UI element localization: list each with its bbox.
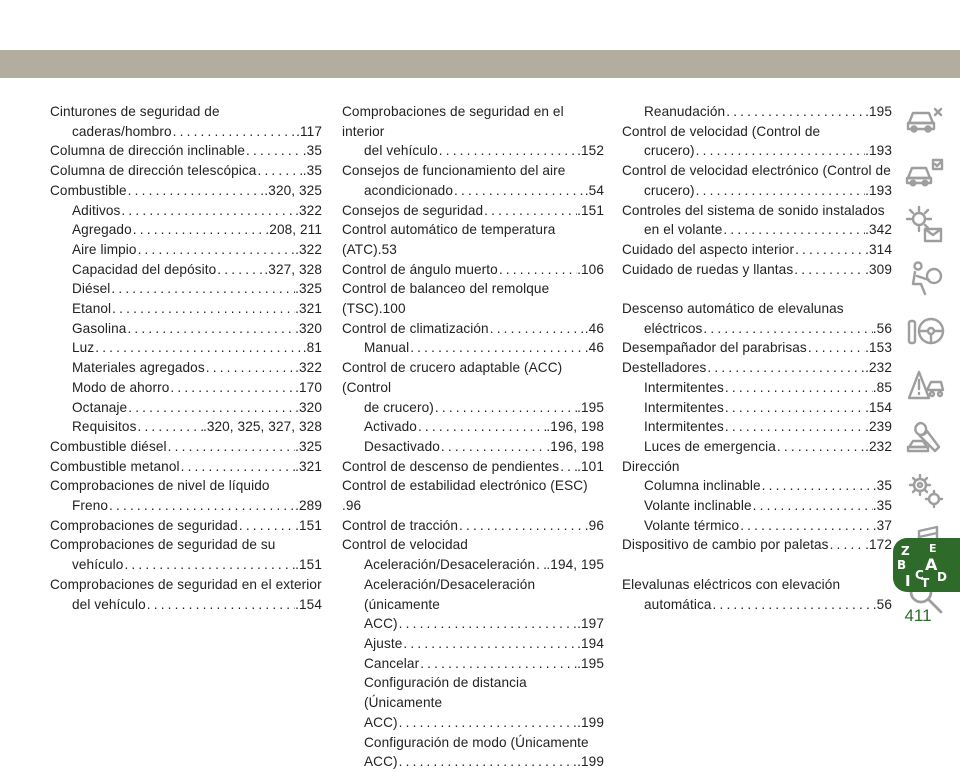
dot-leader	[137, 240, 296, 260]
entry-page-reference[interactable]: .327, 328	[264, 261, 322, 277]
dot-leader	[559, 457, 577, 477]
dot-leader	[132, 220, 266, 240]
dot-leader	[172, 122, 297, 142]
entry-page-reference[interactable]: .322	[295, 241, 322, 257]
entry-label: Combustible	[50, 182, 127, 198]
dot-leader	[169, 378, 295, 398]
dot-leader	[238, 516, 295, 536]
entry-label: Gasolina	[72, 320, 127, 336]
index-entry	[342, 555, 604, 575]
entry-label: caderas/hombro	[72, 123, 172, 139]
entry-page-reference[interactable]: .321	[295, 458, 322, 474]
dot-leader	[111, 299, 295, 319]
entry-page-reference[interactable]: .151	[295, 517, 322, 533]
dot-leader	[724, 378, 873, 398]
index-entry	[622, 358, 892, 378]
dot-leader	[725, 102, 865, 122]
entry-label: Comprobaciones de seguridad en el interior	[342, 104, 564, 139]
entry-page-reference[interactable]: .309	[865, 261, 892, 277]
dot-leader	[776, 437, 865, 457]
entry-label: Requisitos	[72, 419, 137, 435]
entry-label: Cancelar	[364, 655, 420, 671]
entry-label: Combustible metanol	[50, 458, 180, 474]
dot-leader	[807, 338, 865, 358]
entry-page-reference[interactable]: .325	[295, 438, 322, 454]
index-entry	[342, 476, 604, 515]
header-band	[0, 50, 960, 78]
dot-leader	[417, 417, 546, 437]
entry-page-reference[interactable]: .232	[865, 360, 892, 376]
index-entry	[50, 279, 322, 299]
index-entry	[342, 102, 604, 141]
entry-label: Modo de ahorro	[72, 379, 170, 395]
entry-page-reference[interactable]: .81	[302, 340, 322, 356]
index-entry	[50, 378, 322, 398]
index-entry	[342, 752, 604, 772]
entry-label: Aceleración/Desaceleración	[364, 557, 536, 573]
index-entry	[622, 595, 892, 615]
index-entry	[622, 535, 892, 555]
dot-leader	[535, 555, 546, 575]
dot-leader	[402, 634, 577, 654]
entry-page-reference[interactable]: .322	[295, 360, 322, 376]
index-entry	[50, 260, 322, 280]
dot-leader	[245, 141, 303, 161]
index-entry	[342, 279, 604, 318]
entry-label: Comprobaciones de seguridad de su	[50, 537, 276, 553]
index-entry	[50, 201, 322, 221]
entry-label: Materiales agregados	[72, 360, 205, 376]
index-entry	[622, 122, 892, 142]
entry-page-reference[interactable]: .96	[584, 517, 604, 533]
dot-leader	[127, 181, 265, 201]
index-entry	[50, 102, 322, 122]
index-entry	[50, 358, 322, 378]
dot-leader	[419, 654, 577, 674]
index-entry	[50, 437, 322, 457]
entry-label: Comprobaciones de seguridad en el exterior	[50, 576, 322, 592]
index-entry	[342, 141, 604, 161]
entry-label: Aditivos	[72, 202, 121, 218]
entry-label: ACC)	[364, 754, 398, 770]
index-letter: Z	[901, 544, 910, 558]
entry-label: eléctricos	[644, 320, 703, 336]
dot-leader	[256, 161, 302, 181]
index-entry	[50, 122, 322, 142]
entry-label: Configuración de modo (Únicamente	[364, 734, 589, 750]
index-column-2	[342, 102, 604, 772]
entry-page-reference[interactable]: .35	[872, 498, 892, 514]
entry-page-reference[interactable]: .197	[577, 616, 604, 632]
index-entry	[622, 220, 892, 240]
index-entry	[622, 437, 892, 457]
dot-leader	[110, 279, 295, 299]
dot-leader	[706, 358, 865, 378]
entry-label: Ajuste	[364, 635, 403, 651]
dot-leader	[453, 181, 585, 201]
dot-leader	[761, 476, 873, 496]
entry-page-reference[interactable]: .321	[295, 301, 322, 317]
entry-label: Intermitentes	[644, 419, 724, 435]
entry-label: Manual	[364, 340, 410, 356]
entry-page-reference[interactable]: .101	[577, 458, 604, 474]
index-entry	[50, 595, 322, 615]
dot-leader	[216, 260, 264, 280]
entry-page-reference[interactable]: .117	[296, 123, 322, 139]
dot-leader	[489, 319, 585, 339]
entry-page-reference[interactable]: .85	[872, 379, 892, 395]
dot-leader	[123, 555, 295, 575]
index-entry	[622, 260, 892, 280]
entry-page-reference[interactable]: .46	[584, 320, 604, 336]
entry-page-reference[interactable]: .320, 325, 327, 328	[202, 419, 322, 435]
car-safety-icon[interactable]	[899, 146, 951, 198]
entry-label: Destelladores	[622, 360, 707, 376]
index-letter: A	[925, 555, 938, 574]
index-entry	[622, 161, 892, 181]
entry-label: Dispositivo de cambio por paletas	[622, 537, 829, 553]
index-entry	[342, 575, 604, 614]
entry-label: Columna de dirección inclinable	[50, 143, 246, 159]
entry-page-reference[interactable]: .35	[302, 143, 322, 159]
index-letter: T	[921, 576, 930, 590]
index-entry	[622, 378, 892, 398]
index-entry	[50, 338, 322, 358]
entry-page-reference[interactable]: .35	[302, 163, 322, 179]
entry-page-reference[interactable]: .199	[577, 714, 604, 730]
dot-leader	[752, 496, 873, 516]
roadside-warning-icon[interactable]	[899, 358, 951, 410]
entry-page-reference[interactable]: .54	[584, 182, 604, 198]
dot-leader	[712, 595, 873, 615]
dot-leader	[722, 220, 865, 240]
dot-leader	[398, 752, 578, 772]
index-entry	[50, 181, 322, 201]
entry-label: ACC)	[364, 714, 398, 730]
entry-label: Freno	[72, 498, 109, 514]
entry-label: acondicionado	[364, 182, 453, 198]
entry-label: Diésel	[72, 281, 111, 297]
entry-page-reference[interactable]: .37	[872, 517, 892, 533]
entry-label: Cuidado del aspecto interior	[622, 241, 795, 257]
entry-page-reference[interactable]: .153	[865, 340, 892, 356]
index-entry	[622, 319, 892, 339]
dot-leader	[127, 398, 295, 418]
entry-page-reference[interactable]: .172	[865, 537, 892, 553]
index-entry	[342, 319, 604, 339]
entry-label: Etanol	[72, 301, 112, 317]
dot-leader	[458, 516, 585, 536]
index-entry	[342, 220, 604, 259]
dot-leader	[438, 141, 577, 161]
entry-page-reference[interactable]: .193	[865, 143, 892, 159]
entry-label: Luz	[72, 340, 95, 356]
dot-leader	[398, 614, 578, 634]
entry-page-reference[interactable]: .152	[577, 143, 604, 159]
entry-page-reference[interactable]: .151	[577, 202, 604, 218]
entry-label: crucero)	[644, 143, 695, 159]
entry-page-reference[interactable]: .239	[865, 419, 892, 435]
entry-page-reference[interactable]: .170	[295, 379, 322, 395]
dot-leader	[702, 319, 872, 339]
entry-label: Configuración de distancia (Únicamente	[364, 675, 527, 711]
entry-label: Agregado	[72, 222, 132, 238]
steering-wheel-icon[interactable]	[899, 305, 951, 357]
entry-label: crucero)	[644, 182, 695, 198]
dot-leader	[724, 398, 865, 418]
index-entry	[342, 201, 604, 221]
index-entry	[50, 299, 322, 319]
entry-label: Controles del sistema de sonido instalados	[622, 202, 885, 218]
entry-label: Activado	[364, 419, 417, 435]
index-entry	[50, 220, 322, 240]
index-column-3	[622, 102, 892, 614]
index-entry	[622, 575, 892, 595]
index-entry	[342, 713, 604, 733]
index-entry	[342, 654, 604, 674]
entry-page-reference[interactable]: .195	[865, 104, 892, 119]
index-entry	[50, 535, 322, 555]
entry-label: Control de tracción	[342, 517, 458, 533]
index-entry	[50, 141, 322, 161]
entry-label: Columna de dirección telescópica	[50, 163, 257, 179]
entry-label: Dirección	[622, 458, 680, 474]
entry-label: Descenso automático de elevalunas	[622, 301, 844, 317]
index-entry	[50, 319, 322, 339]
entry-label: Capacidad del depósito	[72, 261, 217, 277]
dot-leader	[739, 516, 873, 536]
dot-leader	[108, 496, 295, 516]
dot-leader	[434, 398, 577, 418]
dot-leader	[136, 417, 202, 437]
index-entry	[342, 457, 604, 477]
entry-page-reference[interactable]: .151	[295, 557, 322, 573]
index-entry	[342, 161, 604, 181]
entry-label: Comprobaciones de nivel de líquido	[50, 478, 270, 494]
entry-page-reference[interactable]: .325	[295, 281, 322, 297]
alphabetical-index-tab[interactable]	[893, 538, 960, 592]
entry-page-reference[interactable]: .194	[577, 635, 604, 651]
entry-page-reference[interactable]: .46	[584, 340, 604, 356]
entry-label: Desempañador del parabrisas	[622, 340, 807, 356]
index-entry	[622, 201, 892, 221]
entry-page-reference[interactable]: .56	[872, 320, 892, 336]
entry-label: Control de climatización	[342, 320, 489, 336]
entry-spacer	[622, 279, 892, 299]
index-entry	[622, 240, 892, 260]
entry-page-reference[interactable]: .195	[577, 399, 604, 415]
entry-page-reference[interactable]: .199	[577, 754, 604, 770]
index-entry	[342, 516, 604, 536]
entry-page-reference[interactable]: .154	[865, 399, 892, 415]
index-letter: B	[897, 558, 907, 572]
index-entry	[622, 496, 892, 516]
index-entry	[622, 476, 892, 496]
entry-page-reference[interactable]: .154	[295, 596, 322, 612]
entry-page-reference[interactable]: .56	[872, 596, 892, 612]
entry-label: Volante inclinable	[644, 498, 752, 514]
car-alert-icon[interactable]	[899, 93, 951, 145]
entry-page-reference[interactable]: .196, 198	[546, 438, 604, 454]
entry-label: Control de descenso de pendientes	[342, 458, 560, 474]
dot-leader	[793, 260, 865, 280]
index-entry	[622, 181, 892, 201]
entry-label: Control de ángulo muerto	[342, 261, 498, 277]
dot-leader	[794, 240, 865, 260]
entry-label: Control automático de temperatura (ATC).53	[342, 222, 556, 257]
dot-leader	[180, 457, 296, 477]
index-entry	[50, 555, 322, 575]
index-entry	[342, 614, 604, 634]
page-number: 411	[904, 606, 932, 625]
dot-leader	[498, 260, 577, 280]
light-message-icon[interactable]	[899, 199, 951, 251]
entry-page-reference[interactable]: .106	[577, 261, 604, 277]
entry-label: Control de velocidad (Control de	[622, 123, 821, 139]
dot-leader	[409, 338, 585, 358]
index-entry	[342, 634, 604, 654]
entry-page-reference[interactable]: .195	[577, 655, 604, 671]
index-entry	[50, 398, 322, 418]
entry-label: Aceleración/Desaceleración (únicamente	[364, 576, 536, 612]
entry-spacer	[622, 555, 892, 575]
entry-label: del vehículo	[72, 596, 146, 612]
dot-leader	[94, 338, 303, 358]
index-entry	[342, 398, 604, 418]
entry-page-reference[interactable]: .196, 198	[546, 419, 604, 435]
entry-label: Elevalunas eléctricos con elevación	[622, 576, 841, 592]
entry-label: automática	[644, 596, 712, 612]
index-entry	[342, 673, 604, 712]
index-entry	[50, 496, 322, 516]
entry-page-reference[interactable]: .320, 325	[264, 182, 322, 198]
entry-label: Luces de emergencia	[644, 438, 776, 454]
entry-label: Combustible diésel	[50, 438, 167, 454]
entry-label: Volante térmico	[644, 517, 740, 533]
index-entry	[622, 299, 892, 319]
index-entry	[342, 260, 604, 280]
index-entry	[622, 516, 892, 536]
airbag-icon[interactable]	[899, 252, 951, 304]
entry-label: Intermitentes	[644, 379, 724, 395]
dot-leader	[829, 535, 866, 555]
index-entry	[342, 733, 604, 753]
dot-leader	[146, 595, 295, 615]
index-entry	[342, 338, 604, 358]
index-entry	[50, 417, 322, 437]
index-letter: D	[937, 570, 947, 584]
index-entry	[342, 437, 604, 457]
entry-label: Consejos de funcionamiento del aire	[342, 163, 566, 179]
dot-leader	[120, 201, 295, 221]
index-entry	[50, 240, 322, 260]
entry-label: vehículo	[72, 557, 124, 573]
entry-page-reference[interactable]: .320	[295, 320, 322, 336]
dot-leader	[398, 713, 578, 733]
gears-icon[interactable]	[899, 464, 951, 516]
entry-page-reference[interactable]: .342	[865, 222, 892, 238]
dot-leader	[126, 319, 295, 339]
index-entry	[50, 161, 322, 181]
entry-label: en el volante	[644, 222, 723, 238]
index-entry	[342, 535, 604, 555]
dot-leader	[205, 358, 295, 378]
entry-label: Comprobaciones de seguridad	[50, 517, 238, 533]
entry-label: Control de crucero adaptable (ACC) (Control	[342, 360, 563, 395]
dot-leader	[440, 437, 547, 457]
wrench-car-icon[interactable]	[899, 411, 951, 463]
index-entry	[50, 516, 322, 536]
entry-label: Aire limpio	[72, 241, 137, 257]
dot-leader	[724, 417, 865, 437]
index-column-1	[50, 102, 322, 614]
index-entry	[342, 417, 604, 437]
entry-label: Intermitentes	[644, 399, 724, 415]
index-entry	[50, 457, 322, 477]
index-entry	[342, 181, 604, 201]
entry-label: Control de velocidad	[342, 537, 468, 553]
index-letter: E	[929, 542, 937, 555]
entry-label: Consejos de seguridad	[342, 202, 484, 218]
entry-label: ACC)	[364, 616, 398, 632]
entry-page-reference[interactable]: .194, 195	[546, 557, 604, 573]
dot-leader	[695, 141, 865, 161]
entry-page-reference[interactable]: .289	[295, 498, 322, 514]
index-letter: I	[905, 572, 911, 590]
entry-label: Control de balanceo del remolque (TSC).100	[342, 281, 550, 317]
dot-leader	[483, 201, 577, 221]
entry-page-reference[interactable]: .208, 211	[265, 222, 322, 238]
entry-label: Cinturones de seguridad de	[50, 104, 220, 119]
entry-label: Desactivado	[364, 438, 440, 454]
entry-page-reference[interactable]: .320	[295, 399, 322, 415]
entry-label: Columna inclinable	[644, 478, 761, 494]
index-entry	[622, 102, 892, 122]
index-entry	[622, 398, 892, 418]
entry-label: Control de estabilidad electrónico (ESC) .96	[342, 478, 588, 514]
entry-label: Octanaje	[72, 399, 128, 415]
entry-page-reference[interactable]: .193	[865, 182, 892, 198]
entry-page-reference[interactable]: .35	[872, 478, 892, 494]
index-entry	[50, 575, 322, 595]
entry-label: Cuidado de ruedas y llantas	[622, 261, 794, 277]
index-entry	[342, 358, 604, 397]
entry-page-reference[interactable]: .322	[295, 202, 322, 218]
index-entry	[622, 457, 892, 477]
index-entry	[50, 476, 322, 496]
entry-label: Reanudación	[644, 104, 726, 119]
entry-page-reference[interactable]: .314	[865, 241, 892, 257]
index-entry	[622, 141, 892, 161]
entry-label: Control de velocidad electrónico (Control de	[622, 163, 891, 179]
index-entry	[622, 417, 892, 437]
entry-label: del vehículo	[364, 143, 438, 159]
index-letter: C	[915, 568, 924, 582]
entry-page-reference[interactable]: .232	[865, 438, 892, 454]
dot-leader	[167, 437, 295, 457]
index-entry	[622, 338, 892, 358]
dot-leader	[695, 181, 865, 201]
entry-label: de crucero)	[364, 399, 434, 415]
